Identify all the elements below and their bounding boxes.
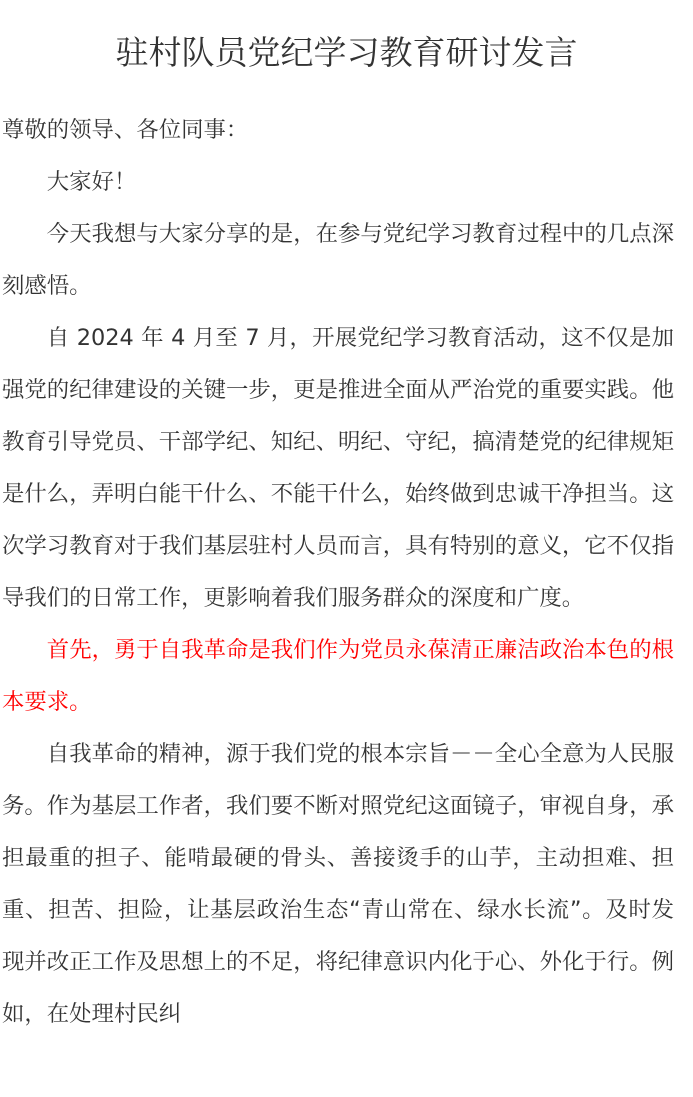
highlight-heading: 首先，勇于自我革命是我们作为党员永葆清正廉洁政治本色的根本要求。 [2,637,674,715]
salutation: 尊敬的领导、各位同事： [2,117,249,143]
paragraph-intro: 今天我想与大家分享的是，在参与党纪学习教育过程中的几点深刻感悟。 [2,221,674,299]
paragraph-self-revolution: 自我革命的精神，源于我们党的根本宗旨－－全心全意为人民服务。作为基层工作者，我们要不断对照党纪这面镜子，审视自身，承担最重的担子、能啃最硬的骨头、善接烫手的山芋，主动担难、担重、担苦、担险，让基层政治生态“青山常在、绿水长流”。及时发现并改正工作及思想上的不足，将纪律意识内化于心、外化于行。例如，在处理村民纠 [2,741,674,1027]
greeting: 大家好！ [46,169,137,195]
document-body [2,104,674,1040]
document-title: 驻村队员党纪学习教育研讨发言 [115,33,578,72]
paragraph-background: 自 2024 年 4 月至 7 月，开展党纪学习教育活动，这不仅是加强党的纪律建设的关键一步，更是推进全面从严治党的重要实践。他教育引导党员、干部学纪、知纪、明纪、守纪，搞清楚党的纪律规矩是什么，弄明白能干什么、不能干什么，始终做到忠诚干净担当。这次学习教育对于我们基层驻村人员而言，具有特别的意义，它不仅指导我们的日常工作，更影响着我们服务群众的深度和广度。 [2,325,674,611]
